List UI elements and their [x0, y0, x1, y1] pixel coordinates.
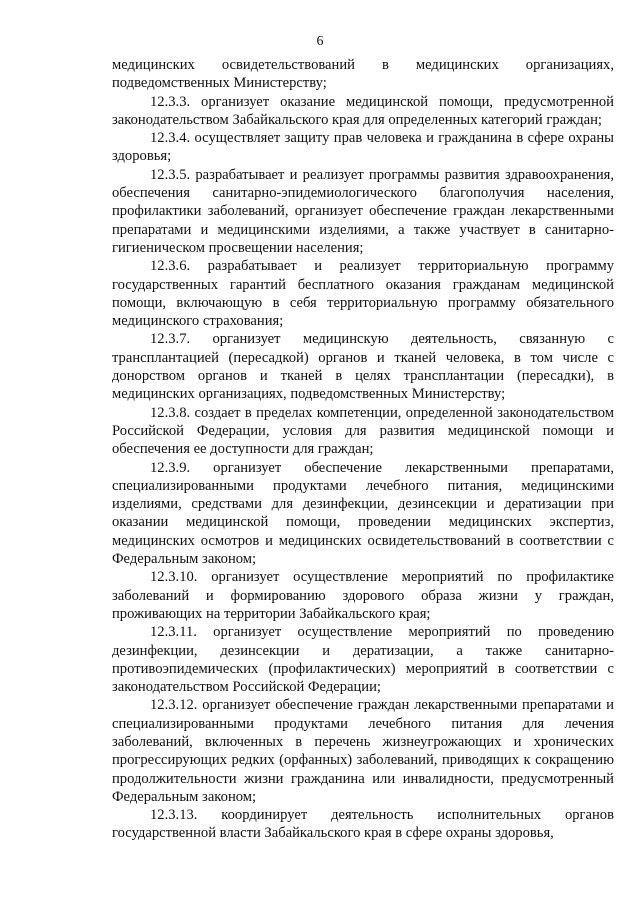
paragraph-12-3-13: 12.3.13. координирует деятельность исполнительных органов государственной власти Забайкальского края в сфере охраны здоровья, — [112, 807, 614, 842]
paragraph-12-3-6: 12.3.6. разрабатывает и реализует территориальную программу государственных гарантий бесплатного оказания гражданам медицинской помощи, включающую в себя территориальную программу обязательного медицинского страхования; — [112, 258, 614, 330]
paragraph-12-3-8: 12.3.8. создает в пределах компетенции, определенной законодательством Российской Федерации, условия для развития медицинской помощи и обеспечения ее доступности для граждан; — [112, 404, 614, 458]
paragraph-12-3-4: 12.3.4. осуществляет защиту прав человека и гражданина в сфере охраны здоровья; — [112, 130, 614, 165]
page-number: 6 — [316, 34, 324, 49]
paragraph-12-3-3: 12.3.3. организует оказание медицинской помощи, предусмотренной законодательством Забайкальского края для определенных категорий граждан; — [112, 93, 614, 128]
paragraph-12-3-7: 12.3.7. организует медицинскую деятельность, связанную с трансплантацией (пересадкой) органов и тканей человека, в том числе с донорством органов и тканей в целях трансплантации (пересадки), в медицинских организациях, подведомственных Министерству; — [112, 331, 614, 403]
paragraph-12-3-10: 12.3.10. организует осуществление мероприятий по профилактике заболеваний и формированию здорового образа жизни у граждан, проживающих на территории Забайкальского края; — [112, 569, 614, 622]
document-body — [112, 56, 614, 843]
paragraph-12-3-9: 12.3.9. организует обеспечение лекарственными препаратами, специализированными продуктами лечебного питания, медицинскими изделиями, средствами для дезинфекции, дезинсекции и дератизации при оказании медицинской помощи, проведении медицинских экспертиз, медицинских осмотров и медицинских освидетельствований в соответствии с Федеральным законом; — [112, 459, 614, 568]
paragraph-12-3-12: 12.3.12. организует обеспечение граждан лекарственными препаратами и специализированными продуктами лечебного питания для лечения заболеваний, включенных в перечень жизнеугрожающих и хронических прогрессирующих редких (орфанных) заболеваний, приводящих к сокращению продолжительности жизни гражданина или инвалидности, предусмотренный Федеральным законом; — [112, 697, 614, 805]
paragraph-12-3-11: 12.3.11. организует осуществление мероприятий по проведению дезинфекции, дезинсекции и дератизации, а также санитарно-противоэпидемических (профилактических) мероприятий в соответствии с законодательством Российской Федерации; — [112, 624, 614, 696]
paragraph-continuation: медицинских освидетельствований в медицинских организациях, подведомственных Министерству; — [112, 57, 614, 92]
paragraph-12-3-5: 12.3.5. разрабатывает и реализует программы развития здравоохранения, обеспечения санитарно-эпидемиологического благополучия населения, профилактики заболеваний, организует обеспечение граждан лекарственными препаратами и медицинскими изделиями, а также участвует в санитарно-гигиеническом просвещении населения; — [112, 166, 614, 256]
